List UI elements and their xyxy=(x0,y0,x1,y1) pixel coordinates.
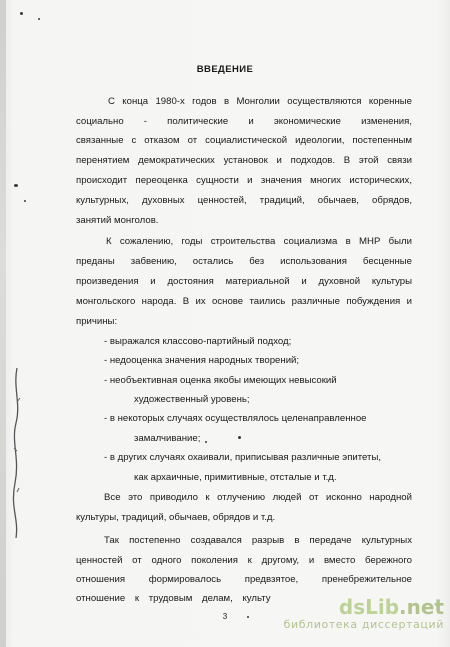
text-line: С конца 1980-х годов в Монголии осуществляются коренные xyxy=(108,96,412,107)
list-item: - выражался классово-партийный подход; xyxy=(104,336,292,347)
margin-scribble xyxy=(8,368,26,538)
text-line: социально - политические и экономические изменения, xyxy=(76,116,412,127)
scan-speck xyxy=(238,436,241,439)
list-item-continuation: замалчивание; xyxy=(134,433,201,444)
list-item: - необъективная оценка якобы имеющих невысокий xyxy=(104,375,337,386)
text-line: культурных, духовных ценностей, традиций, обычаев, обрядов, xyxy=(76,195,412,206)
dslib-watermark xyxy=(284,596,444,632)
text-line: преданы забвению, остались без использования бесценные xyxy=(76,256,412,267)
page-number: 3 xyxy=(222,612,228,621)
watermark-logo: dsLib.net xyxy=(338,595,444,619)
text-line: Так постепенно создавался разрыв в передаче культурных xyxy=(104,535,412,546)
scan-speck xyxy=(247,616,249,618)
text-line: отношение к трудовым делам, культу xyxy=(76,593,271,604)
list-item: - в других случаях охаивали, приписывая различные эпитеты, xyxy=(104,452,382,463)
text-line: занятий монголов. xyxy=(76,215,159,226)
text-line: причины: xyxy=(76,316,118,327)
text-line: монгольского народа. В их основе таились различные побуждения и xyxy=(76,296,412,307)
scan-shadow-edge xyxy=(0,0,6,647)
scan-speck xyxy=(14,184,18,187)
text-line: отношения формировалось предвзятое, пренебрежительное xyxy=(76,574,412,585)
text-line: перенятием демократических установок и подходов. В этой связи xyxy=(76,155,412,166)
page-title: ВВЕДЕНИЕ xyxy=(196,64,254,75)
scan-speck xyxy=(205,441,207,443)
text-line: происходит переоценка сущности и значения многих исторических, xyxy=(76,175,412,186)
text-line: произведения и достояния материальной и духовной культуры xyxy=(76,276,412,287)
list-item-continuation: как архаичные, примитивные, отсталые и т.д. xyxy=(134,472,337,483)
text-line: К сожалению, годы строительства социализма в МНР были xyxy=(106,236,412,247)
text-line: культуры, традиций, обычаев, обрядов и т.д. xyxy=(76,512,276,523)
watermark-subtitle: библиотека диссертаций xyxy=(283,618,444,631)
text-line: ценностей от одного поколения к другому, и вместо бережного xyxy=(76,555,412,566)
scan-speck xyxy=(24,200,26,202)
text-line: связанные с отказом от социалистической идеологии, постепенным xyxy=(76,135,412,146)
scan-speck xyxy=(38,18,40,20)
scan-speck xyxy=(20,12,23,15)
list-item: - в некоторых случаях осуществлялось целенаправленное xyxy=(104,413,367,424)
list-item-continuation: художественный уровень; xyxy=(134,394,250,405)
list-item: - недооценка значения народных творений; xyxy=(104,355,300,366)
text-line: Все это приводило к отлучению людей от исконно народной xyxy=(104,492,412,503)
